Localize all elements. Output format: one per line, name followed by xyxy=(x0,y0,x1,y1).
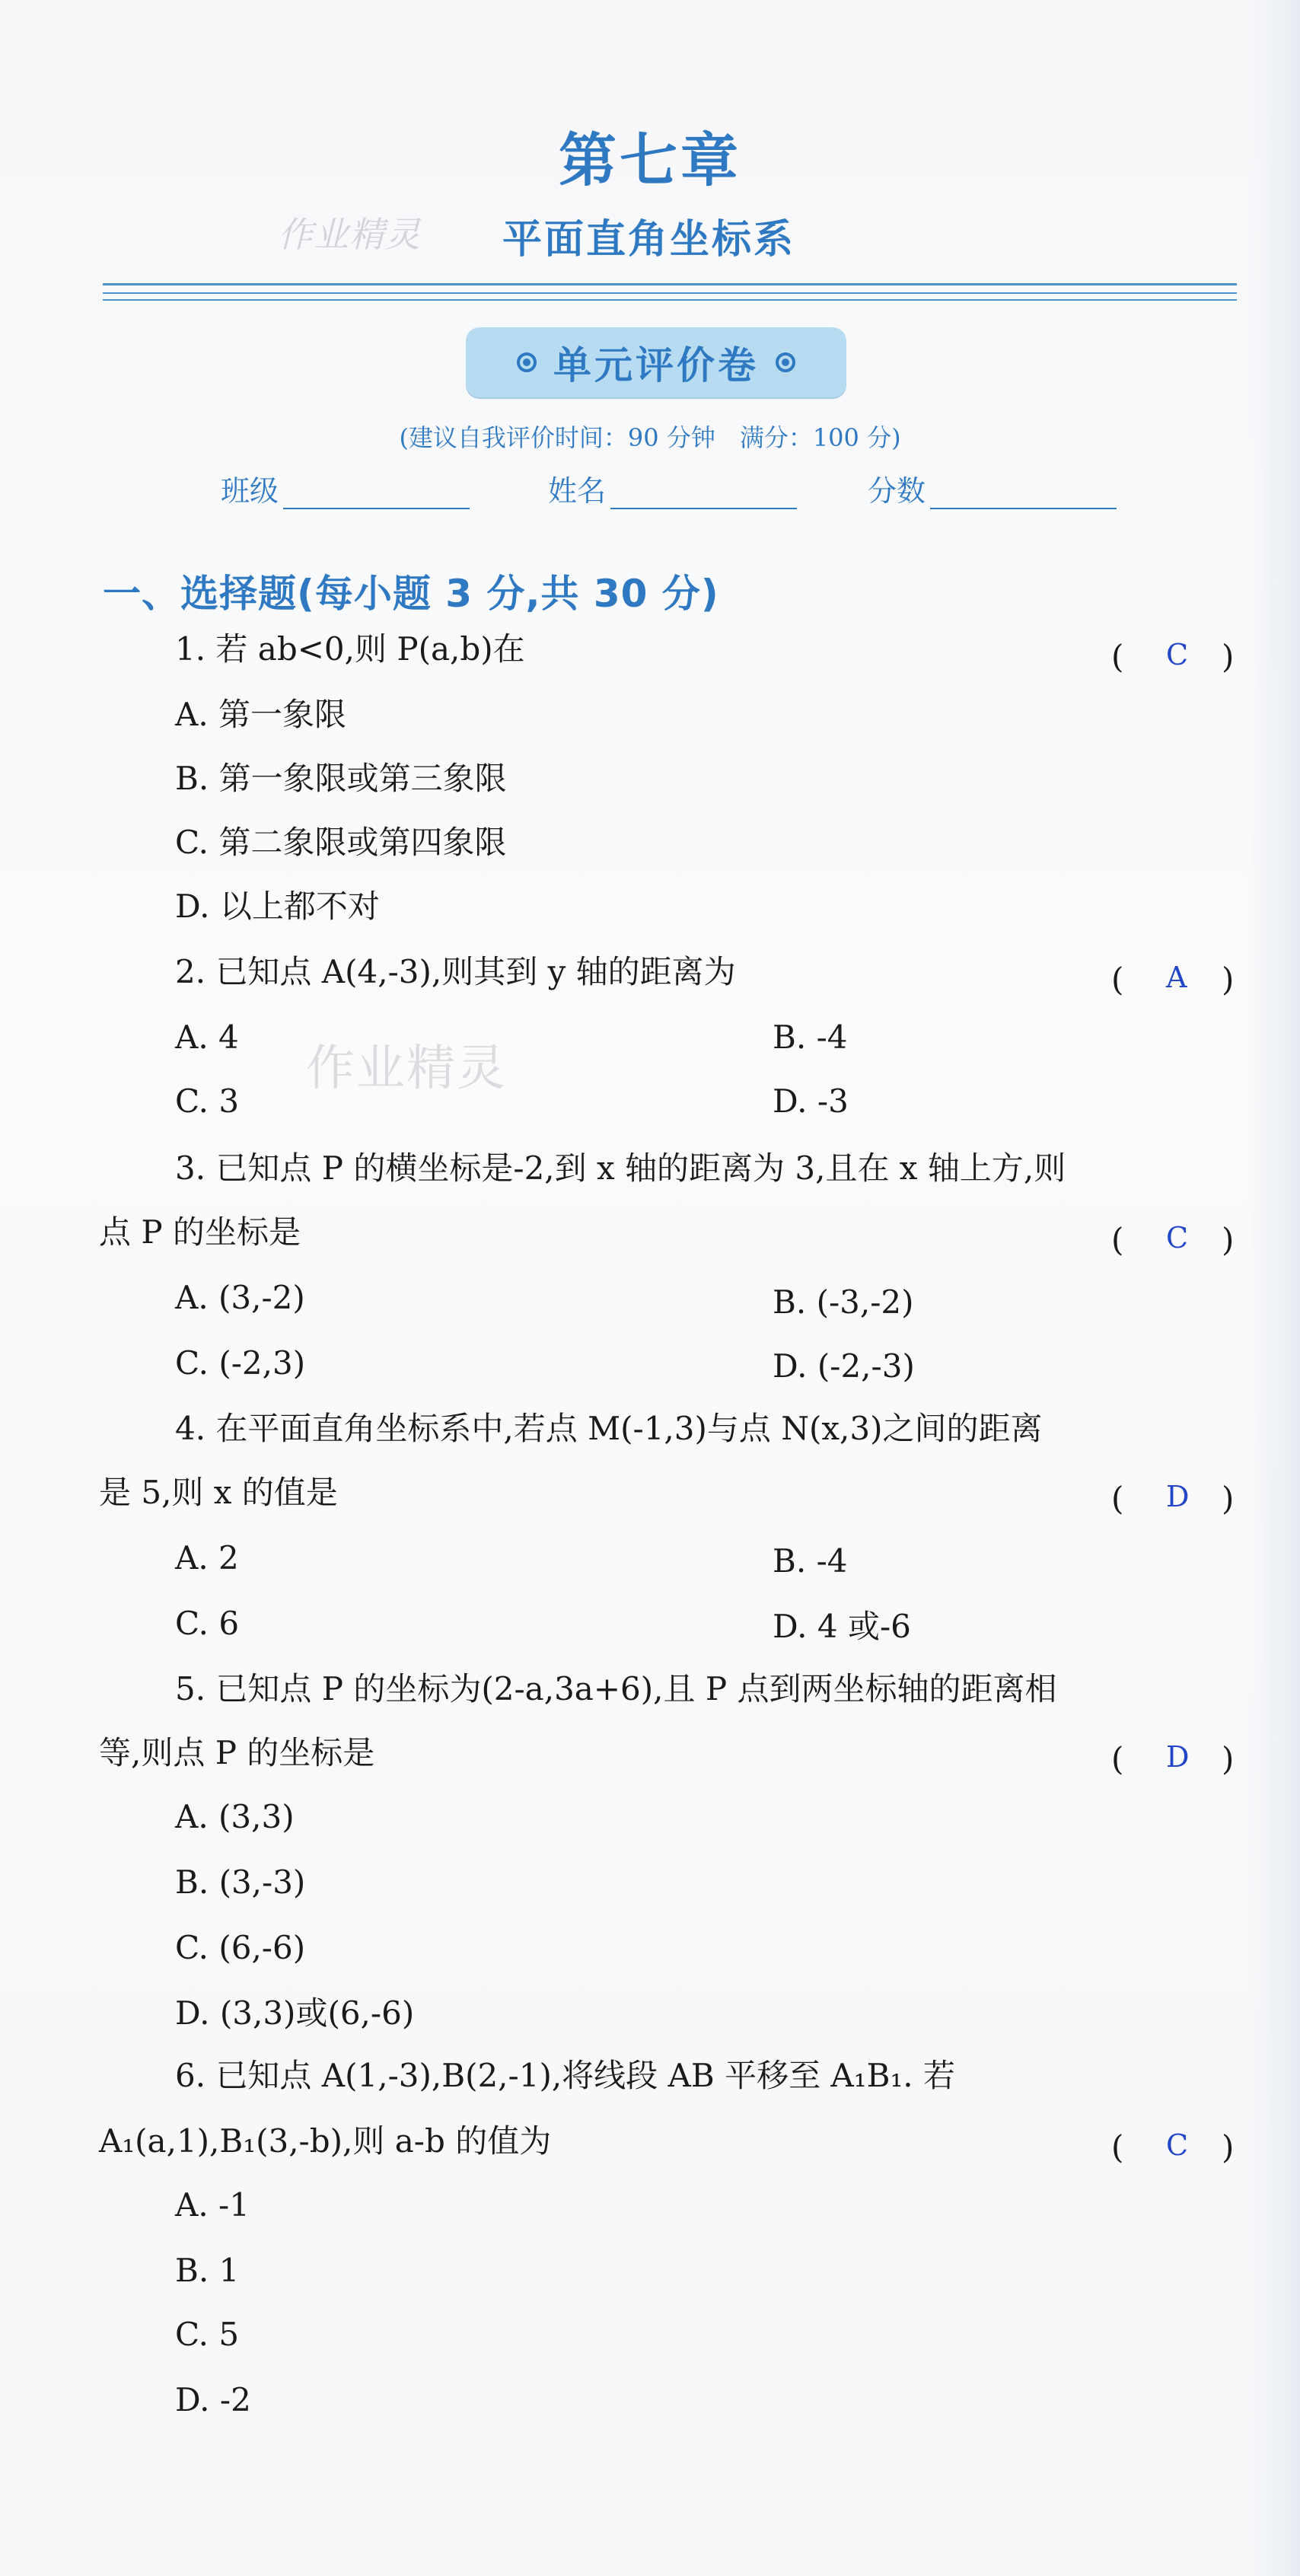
question-5-option-d: D. (3,3)或(6,-6) xyxy=(175,1994,415,2032)
question-6-stem: 6. 已知点 A(1,-3),B(2,-1),将线段 AB 平移至 A₁B₁. 若 xyxy=(175,2057,956,2094)
score-blank[interactable] xyxy=(930,474,1117,509)
question-4-option-c: C. 6 xyxy=(175,1605,240,1642)
question-3-option-a: A. (3,-2) xyxy=(175,1279,305,1316)
question-1-stem: 1. 若 ab<0,则 P(a,b)在 xyxy=(175,630,525,668)
question-1-option-d: D. 以上都不对 xyxy=(175,888,380,925)
question-3-option-c: C. (-2,3) xyxy=(175,1344,306,1382)
question-3-stem-cont: 点 P 的坐标是 xyxy=(99,1213,301,1251)
divider-line xyxy=(103,283,1237,285)
question-6-option-c: C. 5 xyxy=(175,2316,240,2353)
section-title: 一、选择题(每小题 3 分,共 30 分) xyxy=(103,572,719,616)
question-3-stem: 3. 已知点 P 的横坐标是-2,到 x 轴的距离为 3,且在 x 轴上方,则 xyxy=(175,1149,1066,1187)
name-field[interactable] xyxy=(548,467,797,509)
class-blank[interactable] xyxy=(283,474,470,509)
question-2-option-c: C. 3 xyxy=(175,1082,240,1120)
question-4-option-d: D. 4 或-6 xyxy=(773,1608,911,1645)
answer-value: A xyxy=(1166,961,1187,994)
class-field[interactable] xyxy=(221,467,470,509)
circle-bullet-icon xyxy=(517,352,537,372)
name-label: 姓名 xyxy=(548,474,607,508)
watermark-logo: 作业精灵 xyxy=(278,214,421,255)
question-2-option-a: A. 4 xyxy=(175,1019,239,1056)
question-4-stem: 4. 在平面直角坐标系中,若点 M(-1,3)与点 N(x,3)之间的距离 xyxy=(175,1410,1043,1447)
answer-value: C xyxy=(1166,638,1189,671)
divider-line xyxy=(103,299,1237,301)
question-3-option-b: B. (-3,-2) xyxy=(773,1283,914,1321)
question-2-stem: 2. 已知点 A(4,-3),则其到 y 轴的距离为 xyxy=(175,953,736,990)
question-4-option-b: B. -4 xyxy=(773,1542,848,1580)
question-1-option-b: B. 第一象限或第三象限 xyxy=(175,760,507,797)
time-hint: (建议自我评价时间：90 分钟 满分：100 分) xyxy=(399,423,901,452)
question-4-stem-cont: 是 5,则 x 的值是 xyxy=(99,1474,338,1511)
student-info-fields xyxy=(221,467,1134,513)
page-edge-shadow xyxy=(1247,0,1300,2576)
question-5-stem: 5. 已知点 P 的坐标为(2-a,3a+6),且 P 点到两坐标轴的距离相 xyxy=(175,1670,1057,1707)
score-label: 分数 xyxy=(868,474,926,508)
divider-line xyxy=(103,292,1237,294)
name-blank[interactable] xyxy=(610,474,797,509)
unit-banner xyxy=(466,327,846,397)
answer-value: C xyxy=(1166,2128,1189,2162)
question-6-stem-cont: A₁(a,1),B₁(3,-b),则 a-b 的值为 xyxy=(99,2122,552,2160)
answer-value: D xyxy=(1166,1740,1190,1774)
question-2-option-d: D. -3 xyxy=(773,1082,849,1120)
question-6-option-d: D. -2 xyxy=(175,2381,251,2418)
chapter-title: 第七章 xyxy=(559,126,741,194)
answer-value: C xyxy=(1166,1221,1189,1255)
question-3-option-d: D. (-2,-3) xyxy=(773,1347,915,1385)
question-5-option-a: A. (3,3) xyxy=(175,1798,295,1835)
question-5-stem-cont: 等,则点 P 的坐标是 xyxy=(99,1734,375,1771)
score-field[interactable] xyxy=(868,467,1117,509)
chapter-subtitle: 平面直角坐标系 xyxy=(502,217,796,263)
question-5-option-b: B. (3,-3) xyxy=(175,1863,306,1901)
question-6-option-b: B. 1 xyxy=(175,2252,240,2289)
question-1-option-c: C. 第二象限或第四象限 xyxy=(175,824,507,861)
question-4-option-a: A. 2 xyxy=(175,1539,239,1577)
question-1-option-a: A. 第一象限 xyxy=(175,696,347,733)
question-6-option-a: A. -1 xyxy=(175,2186,250,2224)
watermark-logo: 作业精灵 xyxy=(306,1041,507,1097)
question-2-option-b: B. -4 xyxy=(773,1019,848,1056)
class-label: 班级 xyxy=(221,474,279,508)
answer-value: D xyxy=(1166,1480,1190,1513)
worksheet-page: 第七章 作业精灵 平面直角坐标系 单元评价卷 (建议自我评价时间：90 分钟 满分：100 分) 班级 姓名 分数 一、选择题(每小题 3 分,共 30 分) 1. 若 ab<0,则 P(a,b)在 ( C ) A. 第一象限 B. 第一象限或第三象限 C. 第二象限或第四象限 D. 以上都不对 2. 已知点 A(4,-3),则其到 y 轴的距离为 ( A ) 作业精灵 A. 4 B. -4 C. 3 D. -3 3. 已知点 P 的横坐标是-2,到 x 轴的距离为 3,且在 x 轴上方,则 点 P 的坐标是 ( C ) A. (3,-2) B. (-3,-2) C. (-2,3) D. (-2,-3) 4. 在平面直角坐标系中,若点 M(-1,3)与点 N(x,3)之间的距离 是 5,则 x 的值是 ( D ) A. 2 B. -4 C. 6 D. 4 或-6 5. 已知点 P 的坐标为(2-a,3a+6),且 P 点到两坐标轴的距离相 等,则点 P 的坐标是 ( D ) A. (3,3) B. (3,-3) C. (6,-6) D. (3,3)或(6,-6) 6. 已知点 A(1,-3),B(2,-1),将线段 AB 平移至 A₁B₁. 若 A₁(a,1),B₁(3,-b),则 a-b 的值为 ( C ) A. -1 B. 1 C. 5 D. -2 xyxy=(0,0,1300,2576)
circle-bullet-icon xyxy=(776,352,795,372)
question-5-option-c: C. (6,-6) xyxy=(175,1929,306,1966)
banner-title: 单元评价卷 xyxy=(553,343,759,387)
